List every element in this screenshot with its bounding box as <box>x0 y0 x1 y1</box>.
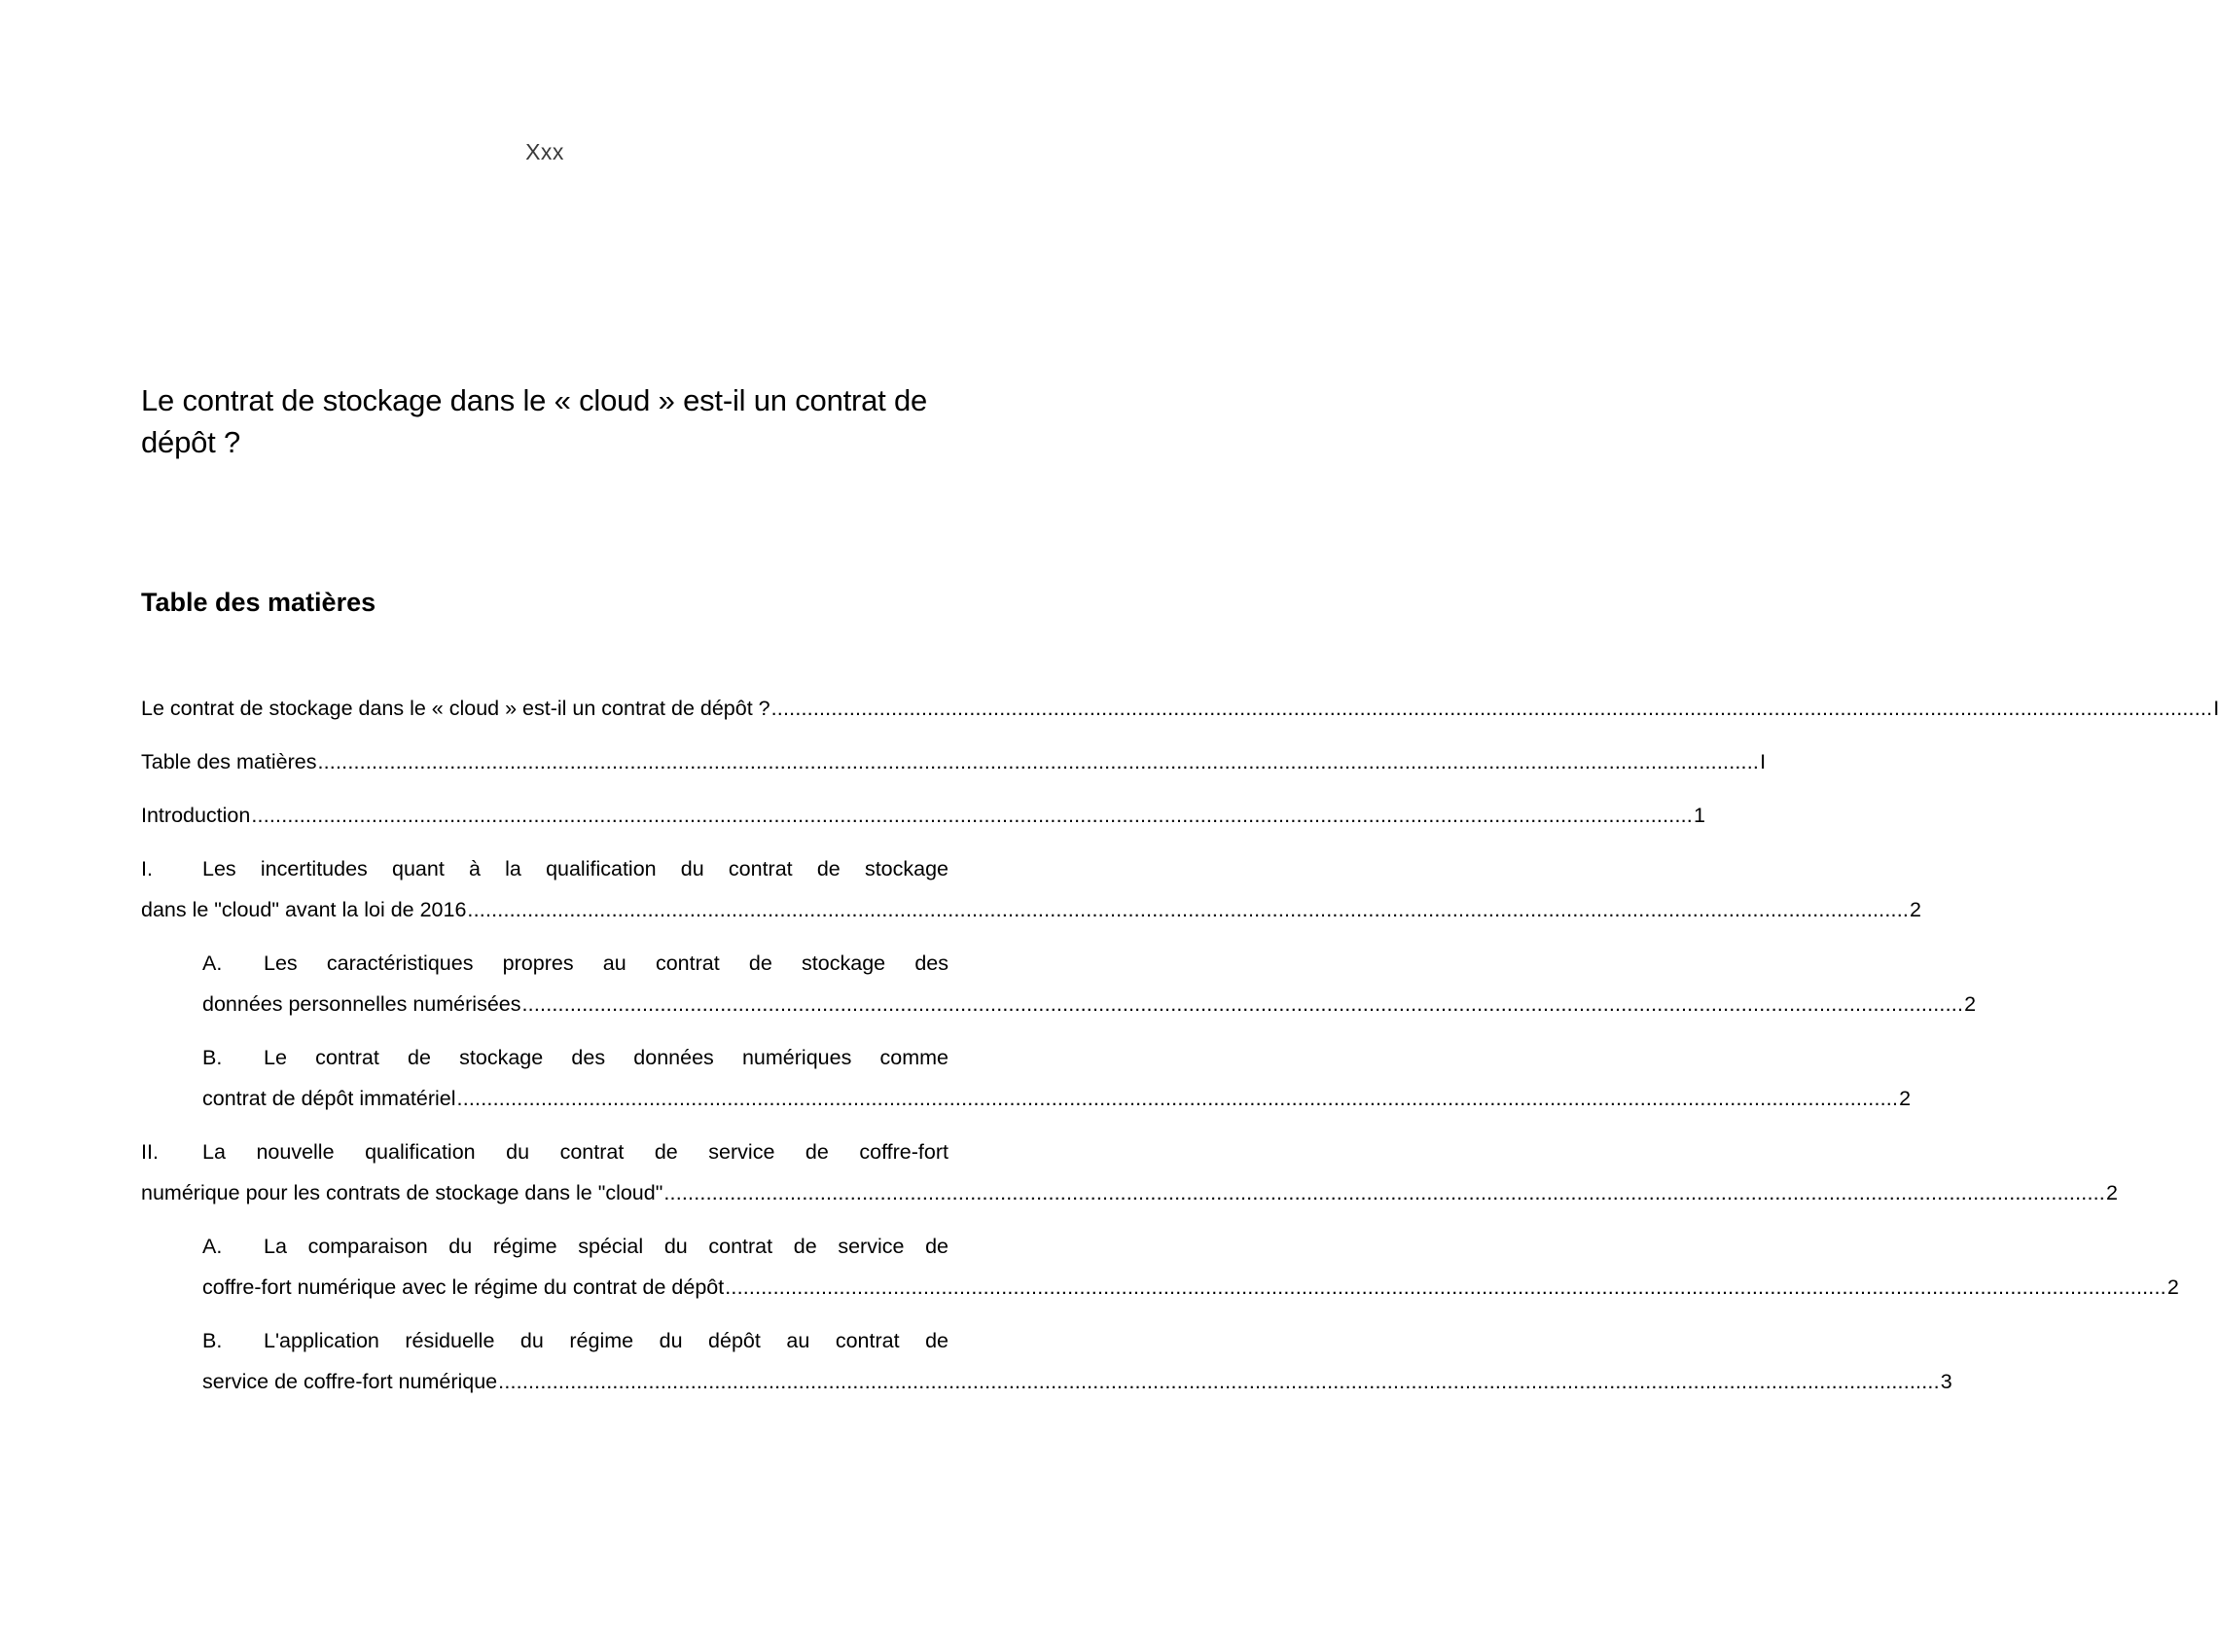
toc-entry-first-line <box>202 1226 948 1267</box>
toc-entry-first-line <box>141 848 948 889</box>
toc-entry-number: I. <box>141 857 153 880</box>
toc-page-number: 2 <box>1910 898 1922 921</box>
toc-dot-leader <box>771 688 2213 729</box>
toc-dot-leader <box>251 795 1693 836</box>
toc-dot-leader <box>317 741 1759 782</box>
toc-entry-second-line <box>141 889 1922 930</box>
toc-entry[interactable] <box>141 1226 2179 1308</box>
toc-entry-second-line <box>141 1172 2118 1213</box>
toc-page-number: 3 <box>1940 1370 1952 1393</box>
toc-entry-second-line <box>202 984 1977 1024</box>
toc-entry-text: données personnelles numérisées <box>202 992 521 1016</box>
toc-entry-number: A. <box>202 1235 223 1258</box>
toc-dot-leader <box>663 1172 2105 1213</box>
toc-entry-number: B. <box>202 1329 223 1352</box>
toc-entry-text: service de coffre-fort numérique <box>202 1370 498 1393</box>
toc-entry-text: L'application résiduelle du régime du dépôt au contrat de <box>264 1329 948 1352</box>
toc-entry[interactable] <box>141 1320 1952 1402</box>
toc-entry-text: Les caractéristiques propres au contrat de stockage des <box>264 952 948 975</box>
toc-entry-text: Les incertitudes quant à la qualification du contrat de stockage <box>202 857 948 880</box>
toc-dot-leader <box>467 889 1909 930</box>
toc-page-number: 2 <box>1964 992 1977 1016</box>
toc-entry-second-line <box>202 1267 2179 1308</box>
toc-entry-number: A. <box>202 952 223 975</box>
toc-heading: Table des matières <box>141 588 376 617</box>
toc-page-number: 2 <box>1899 1087 1912 1110</box>
toc-entry-text: contrat de dépôt immatériel <box>202 1087 456 1110</box>
toc-entry[interactable] <box>141 741 1767 782</box>
toc-entry-second-line <box>202 1078 1912 1119</box>
toc-entry[interactable] <box>141 848 1922 930</box>
toc-entry-first-line <box>202 1037 948 1078</box>
toc-dot-leader <box>498 1361 1940 1402</box>
toc-page-number: 2 <box>2105 1181 2118 1204</box>
toc-entry-text: Table des matières <box>141 750 317 773</box>
toc-entry[interactable] <box>141 943 1977 1024</box>
toc-entry-text: Introduction <box>141 804 251 827</box>
toc-entry-number: II. <box>141 1140 159 1164</box>
toc-entry-second-line <box>202 1361 1952 1402</box>
document-title: Le contrat de stockage dans le « cloud » est-il un contrat de dépôt ? <box>141 383 928 459</box>
toc-dot-leader <box>522 984 1964 1024</box>
toc-entry-text: La nouvelle qualification du contrat de service de coffre-fort <box>202 1140 948 1164</box>
toc-page-number: I <box>1760 750 1767 773</box>
toc-entry-number: B. <box>202 1046 223 1069</box>
toc-entry-text: Le contrat de stockage des données numériques comme <box>264 1046 948 1069</box>
toc-page-number: 2 <box>2166 1275 2179 1299</box>
toc-entry[interactable] <box>141 688 2219 729</box>
toc-page-number: I <box>2213 697 2219 720</box>
toc-entry[interactable] <box>141 795 1705 836</box>
toc-entry[interactable] <box>141 1037 1912 1119</box>
table-of-contents <box>141 688 2219 1415</box>
toc-entry-text: dans le "cloud" avant la loi de 2016 <box>141 898 467 921</box>
toc-page-number: 1 <box>1693 804 1705 827</box>
toc-entry-text: La comparaison du régime spécial du contrat de service de <box>264 1235 948 1258</box>
page-header: Xxx <box>525 139 564 164</box>
toc-dot-leader <box>457 1078 1899 1119</box>
toc-entry-text: coffre-fort numérique avec le régime du contrat de dépôt <box>202 1275 725 1299</box>
toc-entry-first-line <box>202 943 948 984</box>
toc-entry-text: numérique pour les contrats de stockage dans le "cloud" <box>141 1181 663 1204</box>
toc-dot-leader <box>725 1267 2166 1308</box>
toc-entry[interactable] <box>141 1131 2118 1213</box>
toc-entry-first-line <box>141 1131 948 1172</box>
toc-entry-first-line <box>202 1320 948 1361</box>
toc-entry-text: Le contrat de stockage dans le « cloud » est-il un contrat de dépôt ? <box>141 697 770 720</box>
